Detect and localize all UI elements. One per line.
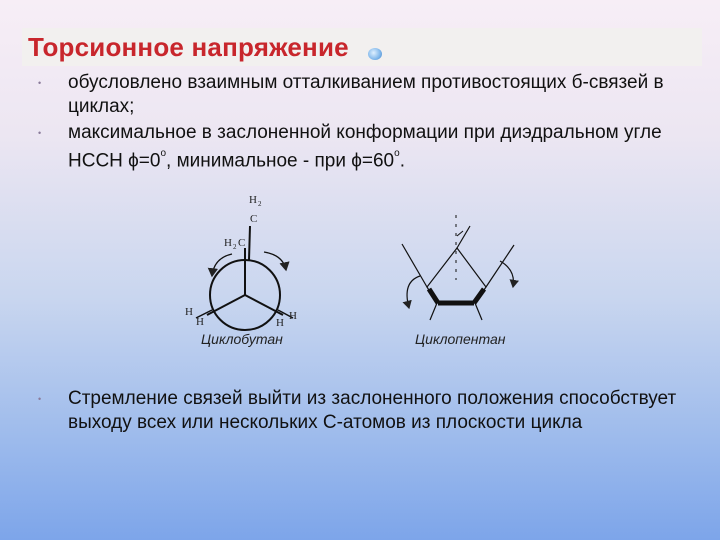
ch-bond — [486, 245, 514, 287]
atom-h: H — [224, 237, 232, 249]
atom-h: H — [289, 310, 297, 322]
cyclopentane-diagram — [402, 215, 514, 347]
bullet-2-part3: . — [399, 150, 405, 172]
bullet-marker: • — [38, 78, 42, 88]
atom-c: C — [238, 237, 246, 249]
bullet-3-text: Стремление связей выйти из заслоненного положения способствует выходу всех или нескольких С-атомов из плоскости цикла — [68, 388, 677, 433]
rotation-arrow — [500, 261, 513, 287]
atom-h: H — [185, 306, 193, 318]
bullet-marker: • — [38, 128, 42, 138]
dashed-bond — [457, 231, 463, 236]
ch-bond — [457, 226, 470, 248]
atom-sub: 2 — [258, 200, 262, 208]
atom-c: C — [250, 213, 258, 225]
ch-bond — [430, 303, 437, 320]
cyclobutane-diagram — [185, 194, 297, 347]
cyclopentane-caption: Циклопентан — [415, 331, 506, 347]
rotation-arrow — [407, 276, 420, 308]
atom-sub: 2 — [233, 243, 237, 251]
atom-h: H — [249, 194, 257, 206]
bullet-2-part2: , минимальное - при ϕ=60 — [166, 150, 395, 172]
back-bond — [249, 226, 250, 260]
ch-bond — [475, 303, 482, 320]
bullet-1-text: обусловлено взаимным отталкиванием противостоящих б-связей в циклах; — [68, 72, 664, 117]
degree-sup: о — [394, 148, 400, 159]
slide-title: Торсионное напряжение — [28, 32, 349, 62]
cyclobutane-caption: Циклобутан — [201, 331, 283, 347]
degree-sup: о — [160, 148, 167, 159]
ch-bond — [402, 244, 427, 287]
ring-bond-bold — [474, 289, 484, 303]
atom-h: H — [276, 317, 284, 329]
front-bond — [245, 295, 283, 315]
front-bond — [207, 295, 245, 315]
ring-bond-bold — [429, 289, 438, 303]
bullet-marker: • — [38, 394, 42, 404]
bullet-2-part1: максимальное в заслоненной конформации при диэдральном угле HCCH ϕ=0 — [68, 122, 662, 172]
atom-h: H — [196, 316, 204, 328]
